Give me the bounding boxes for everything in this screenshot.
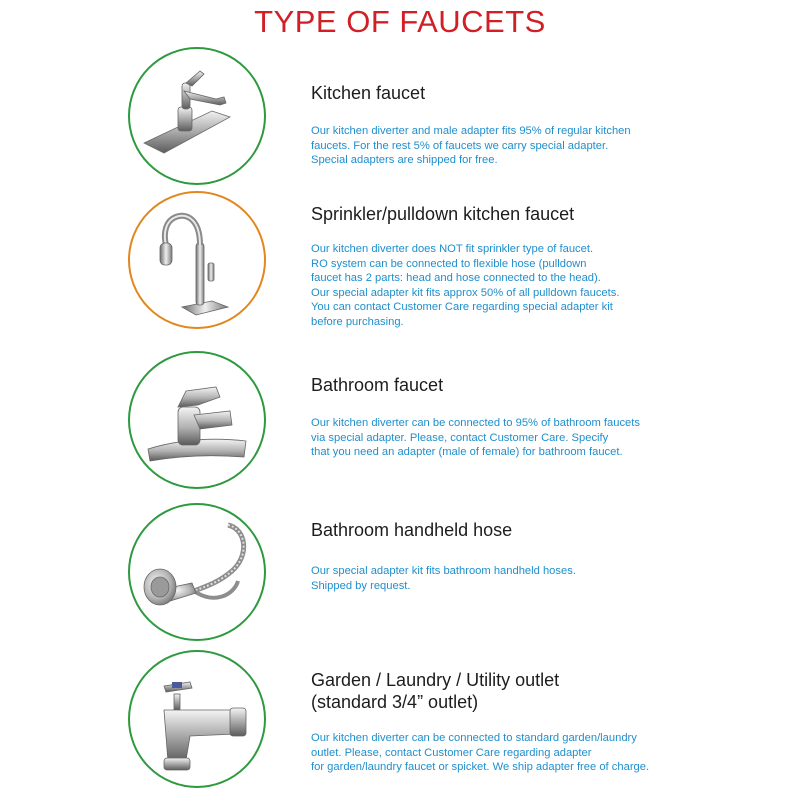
item-title: Bathroom faucet <box>311 375 444 395</box>
kitchen-faucet-image <box>128 47 266 185</box>
item-title: Bathroom handheld hose <box>311 520 513 540</box>
bathroom-faucet-icon <box>134 357 260 483</box>
pulldown-faucet-image <box>128 191 266 329</box>
handheld-hose-image <box>128 503 266 641</box>
item-title: Kitchen faucet <box>311 83 426 103</box>
kitchen-faucet-icon <box>134 53 260 179</box>
item-description: Our kitchen diverter and male adapter fits 95% of regular kitchen faucets. For the rest 5% of faucets we carry special adapter. Special adapters are shipped for free. <box>311 125 631 166</box>
garden-outlet-image <box>128 650 266 788</box>
item-title: Garden / Laundry / Utility outlet (standard 3/4” outlet) <box>311 670 560 712</box>
handheld-shower-icon <box>134 509 260 635</box>
item-title: Sprinkler/pulldown kitchen faucet <box>311 204 575 224</box>
garden-spigot-icon <box>134 656 260 782</box>
item-description: Our kitchen diverter can be connected to standard garden/laundry outlet. Please, contact Customer Care regarding adapter for garden/laundry faucet or spicket. We ship adapter free of charge. <box>311 732 650 773</box>
item-description: Our kitchen diverter does NOT fit sprinkler type of faucet. RO system can be connected to flexible hose (pulldown faucet has 2 parts: head and hose connected to the head). Our special adapter kit fits approx 50% of all pulldown faucets. You can contact Customer Care regarding special adapter kit before purchasing. <box>311 243 620 328</box>
pulldown-faucet-icon <box>134 197 260 323</box>
bathroom-faucet-image <box>128 351 266 489</box>
item-description: Our special adapter kit fits bathroom handheld hoses. Shipped by request. <box>311 565 576 592</box>
page-title: TYPE OF FAUCETS <box>254 4 546 39</box>
item-description: Our kitchen diverter can be connected to 95% of bathroom faucets via special adapter. Please, contact Customer Care. Specify that you need an adapter (male of female) for bathroom faucet. <box>311 417 640 458</box>
